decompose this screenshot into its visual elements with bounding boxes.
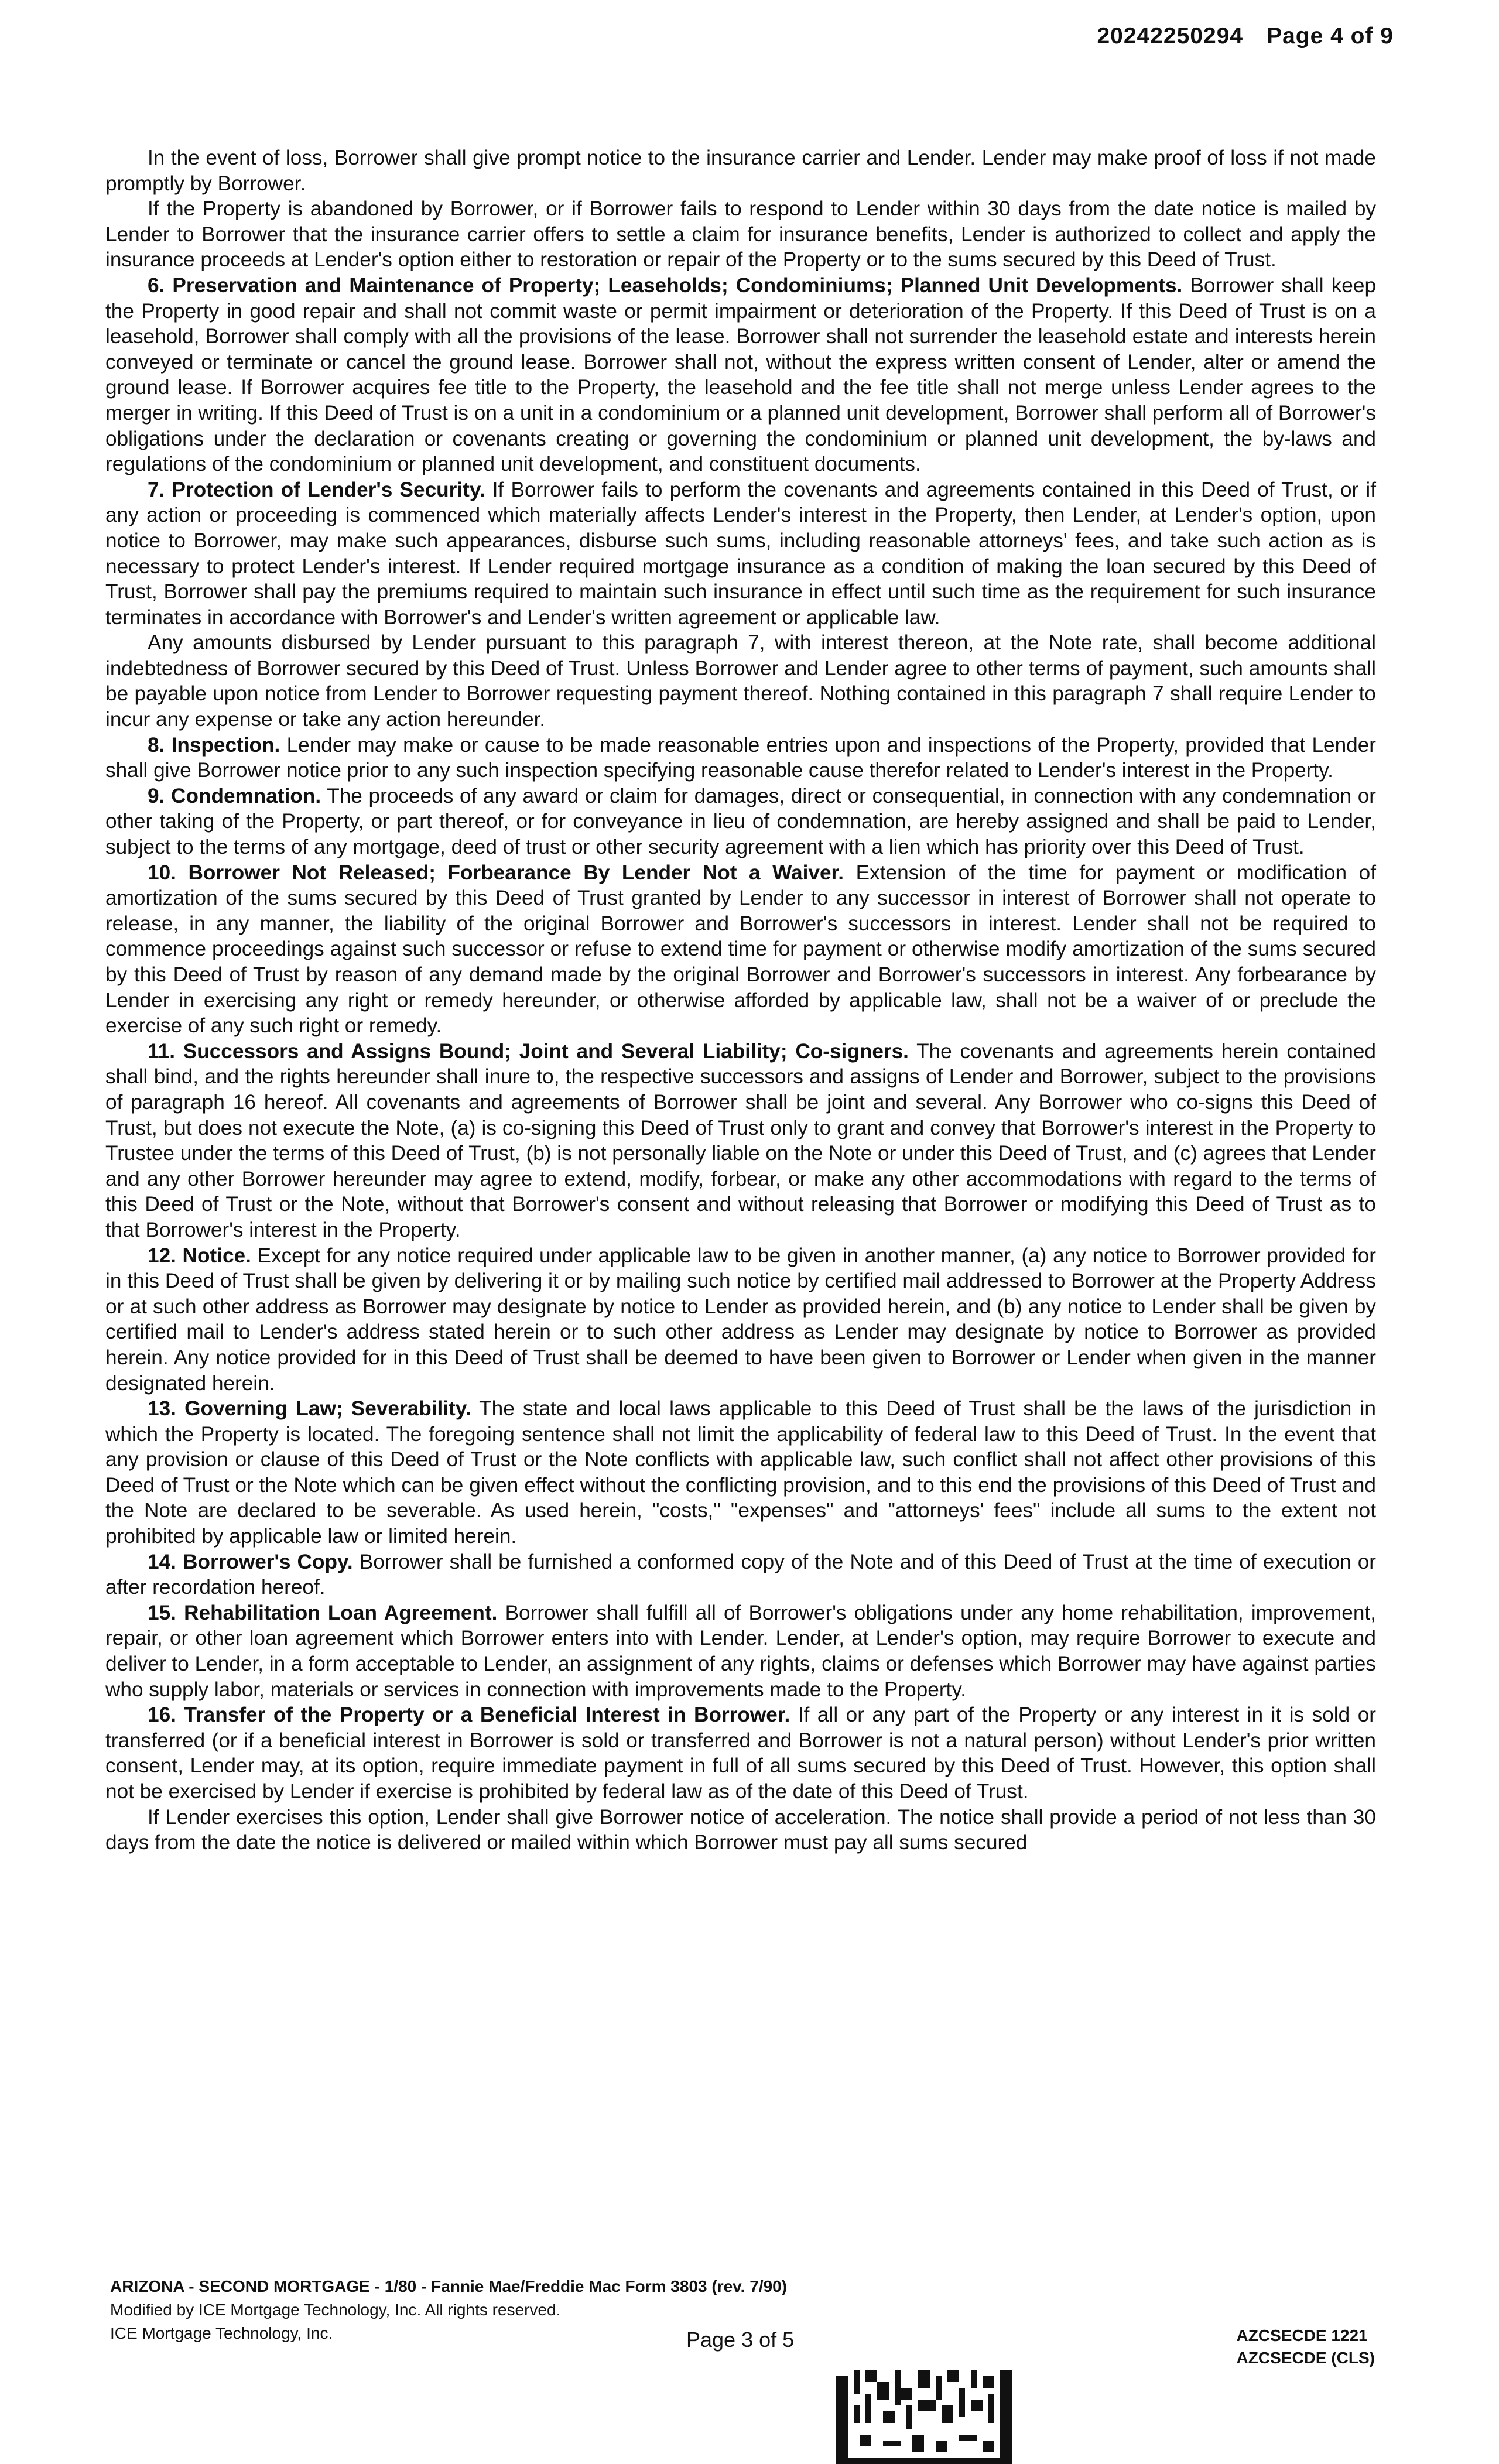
barcode-icon	[836, 2370, 1012, 2464]
section-heading: 12. Notice.	[148, 1244, 251, 1267]
copyright-notice: Modified by ICE Mortgage Technology, Inc. All rights reserved.	[110, 2301, 561, 2319]
paragraph-14: 14. Borrower's Copy. Borrower shall be furnished a conformed copy of the Note and of this Deed of Trust at the time of execution or after recordation hereof.	[105, 1550, 1376, 1599]
document-body	[105, 145, 1376, 1856]
section-heading: 13. Governing Law; Severability.	[148, 1397, 471, 1421]
paragraph-7: 7. Protection of Lender's Security. If Borrower fails to perform the covenants and agreements contained in this Deed of Trust, or if any action or proceeding is commenced which materially affects Lender's interest in the Property, then Lender, at Lender's option, upon notice to Borrower, may make such appearances, disburse such sums, including reasonable attorneys' fees, and take such action as is necessary to protect Lender's interest. If Lender required mortgage insurance as a condition of making the loan secured by this Deed of Trust, Borrower shall pay the premiums required to maintain such insurance in effect until such time as the requirement for such insurance terminates in accordance with Borrower's and Lender's written agreement or applicable law.	[105, 478, 1377, 629]
recording-header	[1097, 23, 1394, 49]
footer-form-codes	[1237, 2325, 1375, 2369]
page-indicator: Page 4 of 9	[1267, 23, 1394, 49]
paragraph: In the event of loss, Borrower shall give prompt notice to the insurance carrier and Lender. Lender may make proof of loss if not made promptly by Borrower.	[105, 146, 1376, 195]
section-heading: 15. Rehabilitation Loan Agreement.	[148, 1601, 498, 1624]
section-heading: 7. Protection of Lender's Security.	[148, 478, 485, 501]
paragraph-15: 15. Rehabilitation Loan Agreement. Borrower shall fulfill all of Borrower's obligations under any home rehabilitation, improvement, repair, or other loan agreement which Borrower enters into with Lender. Lender, at Lender's option, may require Borrower to execute and deliver to Lender, in a form acceptable to Lender, an assignment of any rights, claims or defenses which Borrower may have against parties who supply labor, materials or services in connection with improvements made to the Property.	[105, 1601, 1376, 1701]
footer-page-number: Page 3 of 5	[686, 2328, 795, 2352]
paragraph-12: 12. Notice. Except for any notice required under applicable law to be given in another manner, (a) any notice to Borrower provided for in this Deed of Trust shall be given by delivering it or by mailing such notice by certified mail addressed to Borrower at the Property Address or at such other address as Borrower may designate by notice to Lender as provided herein, and (b) any notice to Lender shall be given by certified mail to Lender's address stated herein or to such other address as Lender may designate by notice to Borrower as provided herein. Any notice provided for in this Deed of Trust shall be deemed to have been given to Borrower or Lender when given in the manner designated herein.	[105, 1244, 1377, 1395]
recording-number: 20242250294	[1097, 23, 1244, 49]
paragraph-6: 6. Preservation and Maintenance of Property; Leaseholds; Condominiums; Planned Unit Developments. Borrower shall keep the Property in good repair and shall not commit waste or permit impairment or deterioration of the Property. If this Deed of Trust is on a leasehold, Borrower shall comply with all the provisions of the lease. Borrower shall not surrender the leasehold estate and interests herein conveyed or terminate or cancel the ground lease. Borrower shall not, without the express written consent of Lender, alter or amend the ground lease. If Borrower acquires fee title to the Property, the leasehold and the fee title shall not merge unless Lender agrees to the merger in writing. If this Deed of Trust is on a unit in a condominium or a planned unit development, Borrower shall perform all of Borrower's obligations under the declaration or covenants creating or governing the condominium or planned unit development, the by-laws and regulations of the condominium or planned unit development, and constituent documents.	[105, 273, 1377, 476]
company-name: ICE Mortgage Technology, Inc.	[110, 2324, 333, 2342]
section-heading: 14. Borrower's Copy.	[148, 1550, 353, 1573]
section-heading: 9. Condemnation.	[148, 784, 321, 807]
paragraph-9: 9. Condemnation. The proceeds of any award or claim for damages, direct or consequential, in connection with any condemnation or other taking of the Property, or part thereof, or for conveyance in lieu of condemnation, are hereby assigned and shall be paid to Lender, subject to the terms of any mortgage, deed of trust or other security agreement with a lien which has priority over this Deed of Trust.	[105, 784, 1376, 859]
paragraph-10: 10. Borrower Not Released; Forbearance By Lender Not a Waiver. Extension of the time for payment or modification of amortization of the sums secured by this Deed of Trust granted by Lender to any successor in interest of Borrower shall not operate to release, in any manner, the liability of the original Borrower and Borrower's successors in interest. Lender shall not be required to commence proceedings against such successor or refuse to extend time for payment or otherwise modify amortization of the sums secured by this Deed of Trust by reason of any demand made by the original Borrower and Borrower's successors in interest. Any forbearance by Lender in exercising any right or remedy hereunder, or otherwise afforded by applicable law, shall not be a waiver of or preclude the exercise of any such right or remedy.	[105, 861, 1377, 1038]
paragraph-16: 16. Transfer of the Property or a Beneficial Interest in Borrower. If all or any part of the Property or any interest in it is sold or transferred (or if a beneficial interest in Borrower is sold or transferred and Borrower is not a natural person) without Lender's prior written consent, Lender may, at its option, require immediate payment in full of all sums secured by this Deed of Trust. However, this option shall not be exercised by Lender if exercise is prohibited by federal law as of the date of this Deed of Trust.	[105, 1703, 1376, 1803]
form-code: AZCSECDE 1221	[1236, 2326, 1368, 2345]
section-heading: 11. Successors and Assigns Bound; Joint and Several Liability; Co-signers.	[148, 1039, 909, 1063]
form-identifier: ARIZONA - SECOND MORTGAGE - 1/80 - Fannie Mae/Freddie Mac Form 3803 (rev. 7/90)	[110, 2277, 788, 2295]
paragraph: If Lender exercises this option, Lender shall give Borrower notice of acceleration. The notice shall provide a period of not less than 30 days from the date the notice is delivered or mailed within which Borrower must pay all sums secured	[105, 1805, 1376, 1854]
paragraph: If the Property is abandoned by Borrower, or if Borrower fails to respond to Lender within 30 days from the date notice is mailed by Lender to Borrower that the insurance carrier offers to settle a claim for insurance benefits, Lender is authorized to collect and apply the insurance proceeds at Lender's option either to restoration or repair of the Property or to the sums secured by this Deed of Trust.	[105, 197, 1376, 272]
section-heading: 6. Preservation and Maintenance of Property; Leaseholds; Condominiums; Planned Unit Developments.	[148, 273, 1183, 297]
form-code-cls: AZCSECDE (CLS)	[1236, 2349, 1375, 2367]
footer-form-info	[110, 2275, 787, 2345]
section-heading: 16. Transfer of the Property or a Beneficial Interest in Borrower.	[148, 1703, 790, 1727]
paragraph-11: 11. Successors and Assigns Bound; Joint and Several Liability; Co-signers. The covenants and agreements herein contained shall bind, and the rights hereunder shall inure to, the respective successors and assigns of Lender and Borrower, subject to the provisions of paragraph 16 hereof. All covenants and agreements of Borrower shall be joint and several. Any Borrower who co-signs this Deed of Trust, but does not execute the Note, (a) is co-signing this Deed of Trust only to grant and convey that Borrower's interest in the Property to Trustee under the terms of this Deed of Trust, (b) is not personally liable on the Note or under this Deed of Trust, and (c) agrees that Lender and any other Borrower hereunder may agree to extend, modify, forbear, or make any other accommodations with regard to the terms of this Deed of Trust or the Note, without that Borrower's consent and without releasing that Borrower or modifying this Deed of Trust as to that Borrower's interest in the Property.	[105, 1039, 1376, 1241]
section-heading: 8. Inspection.	[148, 733, 280, 757]
section-heading: 10. Borrower Not Released; Forbearance By Lender Not a Waiver.	[148, 861, 844, 884]
paragraph: Any amounts disbursed by Lender pursuant to this paragraph 7, with interest thereon, at the Note rate, shall become additional indebtedness of Borrower secured by this Deed of Trust. Unless Borrower and Lender agree to other terms of payment, such amounts shall be payable upon notice from Lender to Borrower requesting payment thereof. Nothing contained in this paragraph 7 shall require Lender to incur any expense or take any action hereunder.	[105, 631, 1376, 731]
paragraph-13: 13. Governing Law; Severability. The state and local laws applicable to this Deed of Trust shall be the laws of the jurisdiction in which the Property is located. The foregoing sentence shall not limit the applicability of federal law to this Deed of Trust. In the event that any provision or clause of this Deed of Trust or the Note conflicts with applicable law, such conflict shall not affect other provisions of this Deed of Trust or the Note which can be given effect without the conflicting provision, and to this end the provisions of this Deed of Trust and the Note are declared to be severable. As used herein, "costs," "expenses" and "attorneys' fees" include all sums to the extent not prohibited by applicable law or limited herein.	[105, 1397, 1376, 1548]
paragraph-8: 8. Inspection. Lender may make or cause to be made reasonable entries upon and inspections of the Property, provided that Lender shall give Borrower notice prior to any such inspection specifying reasonable cause therefor related to Lender's interest in the Property.	[105, 733, 1377, 782]
